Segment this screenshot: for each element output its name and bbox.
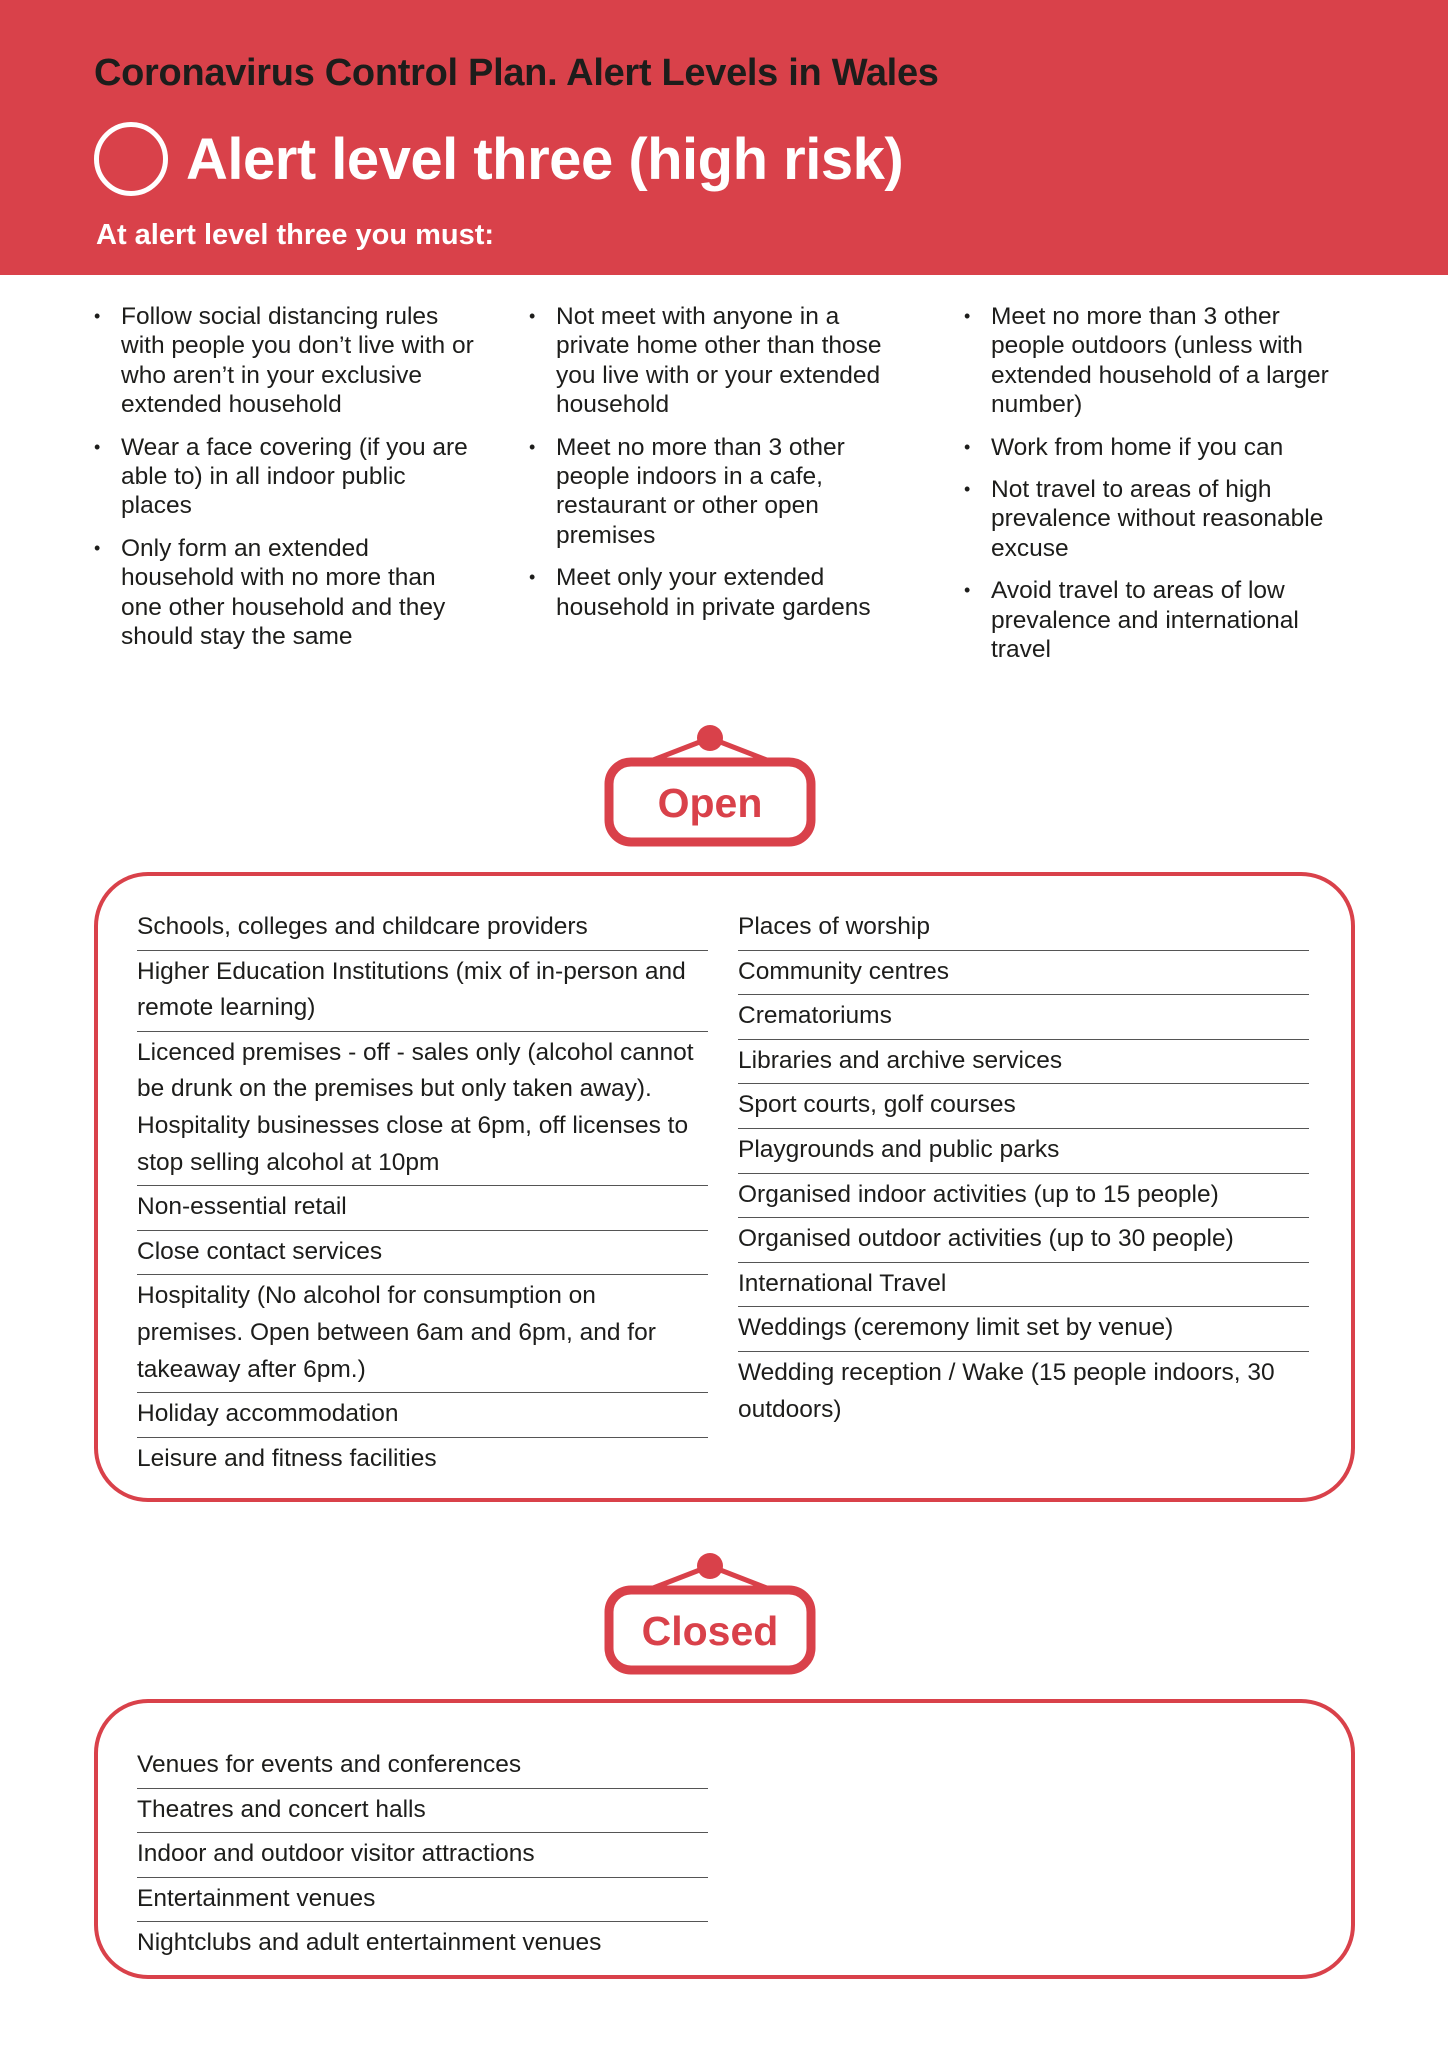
rule-item: • Avoid travel to areas of low prevalence and international travel (964, 576, 1354, 664)
rule-item: • Not travel to areas of high prevalence without reasonable excuse (964, 475, 1354, 563)
closed-list-item: Indoor and outdoor visitor attractions (137, 1833, 708, 1878)
rule-item: • Wear a face covering (if you are able to) in all indoor public places (94, 433, 474, 521)
open-list-item: Holiday accommodation (137, 1393, 708, 1438)
open-list-item: Close contact services (137, 1231, 708, 1276)
alert-level-title: Alert level three (high risk) (186, 126, 904, 192)
open-list-item: Hospitality (No alcohol for consumption on premises. Open between 6am and 6pm, and for takeaway after 6pm.) (137, 1275, 708, 1393)
open-list-item: Wedding reception / Wake (15 people indoors, 30 outdoors) (738, 1358, 1275, 1423)
open-list-item: Playgrounds and public parks (738, 1129, 1309, 1174)
open-list-item: International Travel (738, 1263, 1309, 1308)
header-banner (0, 0, 1448, 275)
closed-list-item: Entertainment venues (137, 1878, 708, 1923)
rule-item: • Not meet with anyone in a private home other than those you live with or your extended household (529, 302, 909, 420)
must-subheading: At alert level three you must: (96, 219, 495, 251)
alert-level-heading (94, 122, 903, 196)
rules-column-2 (529, 302, 909, 635)
open-list-item: Sport courts, golf courses (738, 1084, 1309, 1129)
open-list-item: Organised indoor activities (up to 15 people) (738, 1174, 1309, 1219)
open-list-item: Higher Education Institutions (mix of in-person and remote learning) (137, 951, 708, 1032)
open-list-item: Weddings (ceremony limit set by venue) (738, 1307, 1309, 1352)
open-list-item: Crematoriums (738, 995, 1309, 1040)
rule-item: • Meet no more than 3 other people indoors in a cafe, restaurant or other open premises (529, 433, 909, 551)
open-list-item: Non-essential retail (137, 1186, 708, 1231)
circle-icon (94, 122, 168, 196)
open-list-left (137, 906, 708, 1481)
rule-item: • Meet no more than 3 other people outdoors (unless with extended household of a larger number) (964, 302, 1354, 420)
open-list-item: Libraries and archive services (738, 1040, 1309, 1085)
open-sign (604, 720, 816, 850)
rule-item: • Work from home if you can (964, 433, 1354, 462)
open-list-item: Community centres (738, 951, 1309, 996)
closed-list-item: Venues for events and conferences (137, 1744, 708, 1789)
rule-item: • Follow social distancing rules with people you don’t live with or who aren’t in your exclusive extended household (94, 302, 474, 420)
open-label: Open (657, 780, 763, 826)
open-list-item: Licenced premises - off - sales only (alcohol cannot be drunk on the premises but only taken away). Hospitality businesses close at 6pm, off licenses to stop selling alcohol at 10pm (137, 1032, 708, 1186)
closed-box (94, 1699, 1355, 1979)
closed-list-item: Theatres and concert halls (137, 1789, 708, 1834)
closed-label: Closed (641, 1608, 779, 1654)
rule-item: • Only form an extended household with no more than one other household and they should stay the same (94, 534, 474, 652)
open-list-item: Places of worship (738, 906, 1309, 951)
document-title: Coronavirus Control Plan. Alert Levels in Wales (94, 52, 939, 94)
open-box (94, 872, 1355, 1502)
open-list-item: Organised outdoor activities (up to 30 people) (738, 1218, 1309, 1263)
closed-list-item: Nightclubs and adult entertainment venues (137, 1929, 602, 1957)
closed-sign (604, 1548, 816, 1678)
rules-column-1 (94, 302, 474, 664)
rule-item: • Meet only your extended household in private gardens (529, 563, 909, 622)
open-list-item: Leisure and fitness facilities (137, 1444, 437, 1472)
closed-list (137, 1744, 708, 1966)
open-list-right (738, 906, 1309, 1432)
open-list-item: Schools, colleges and childcare providers (137, 906, 708, 951)
rules-column-3 (964, 302, 1354, 677)
